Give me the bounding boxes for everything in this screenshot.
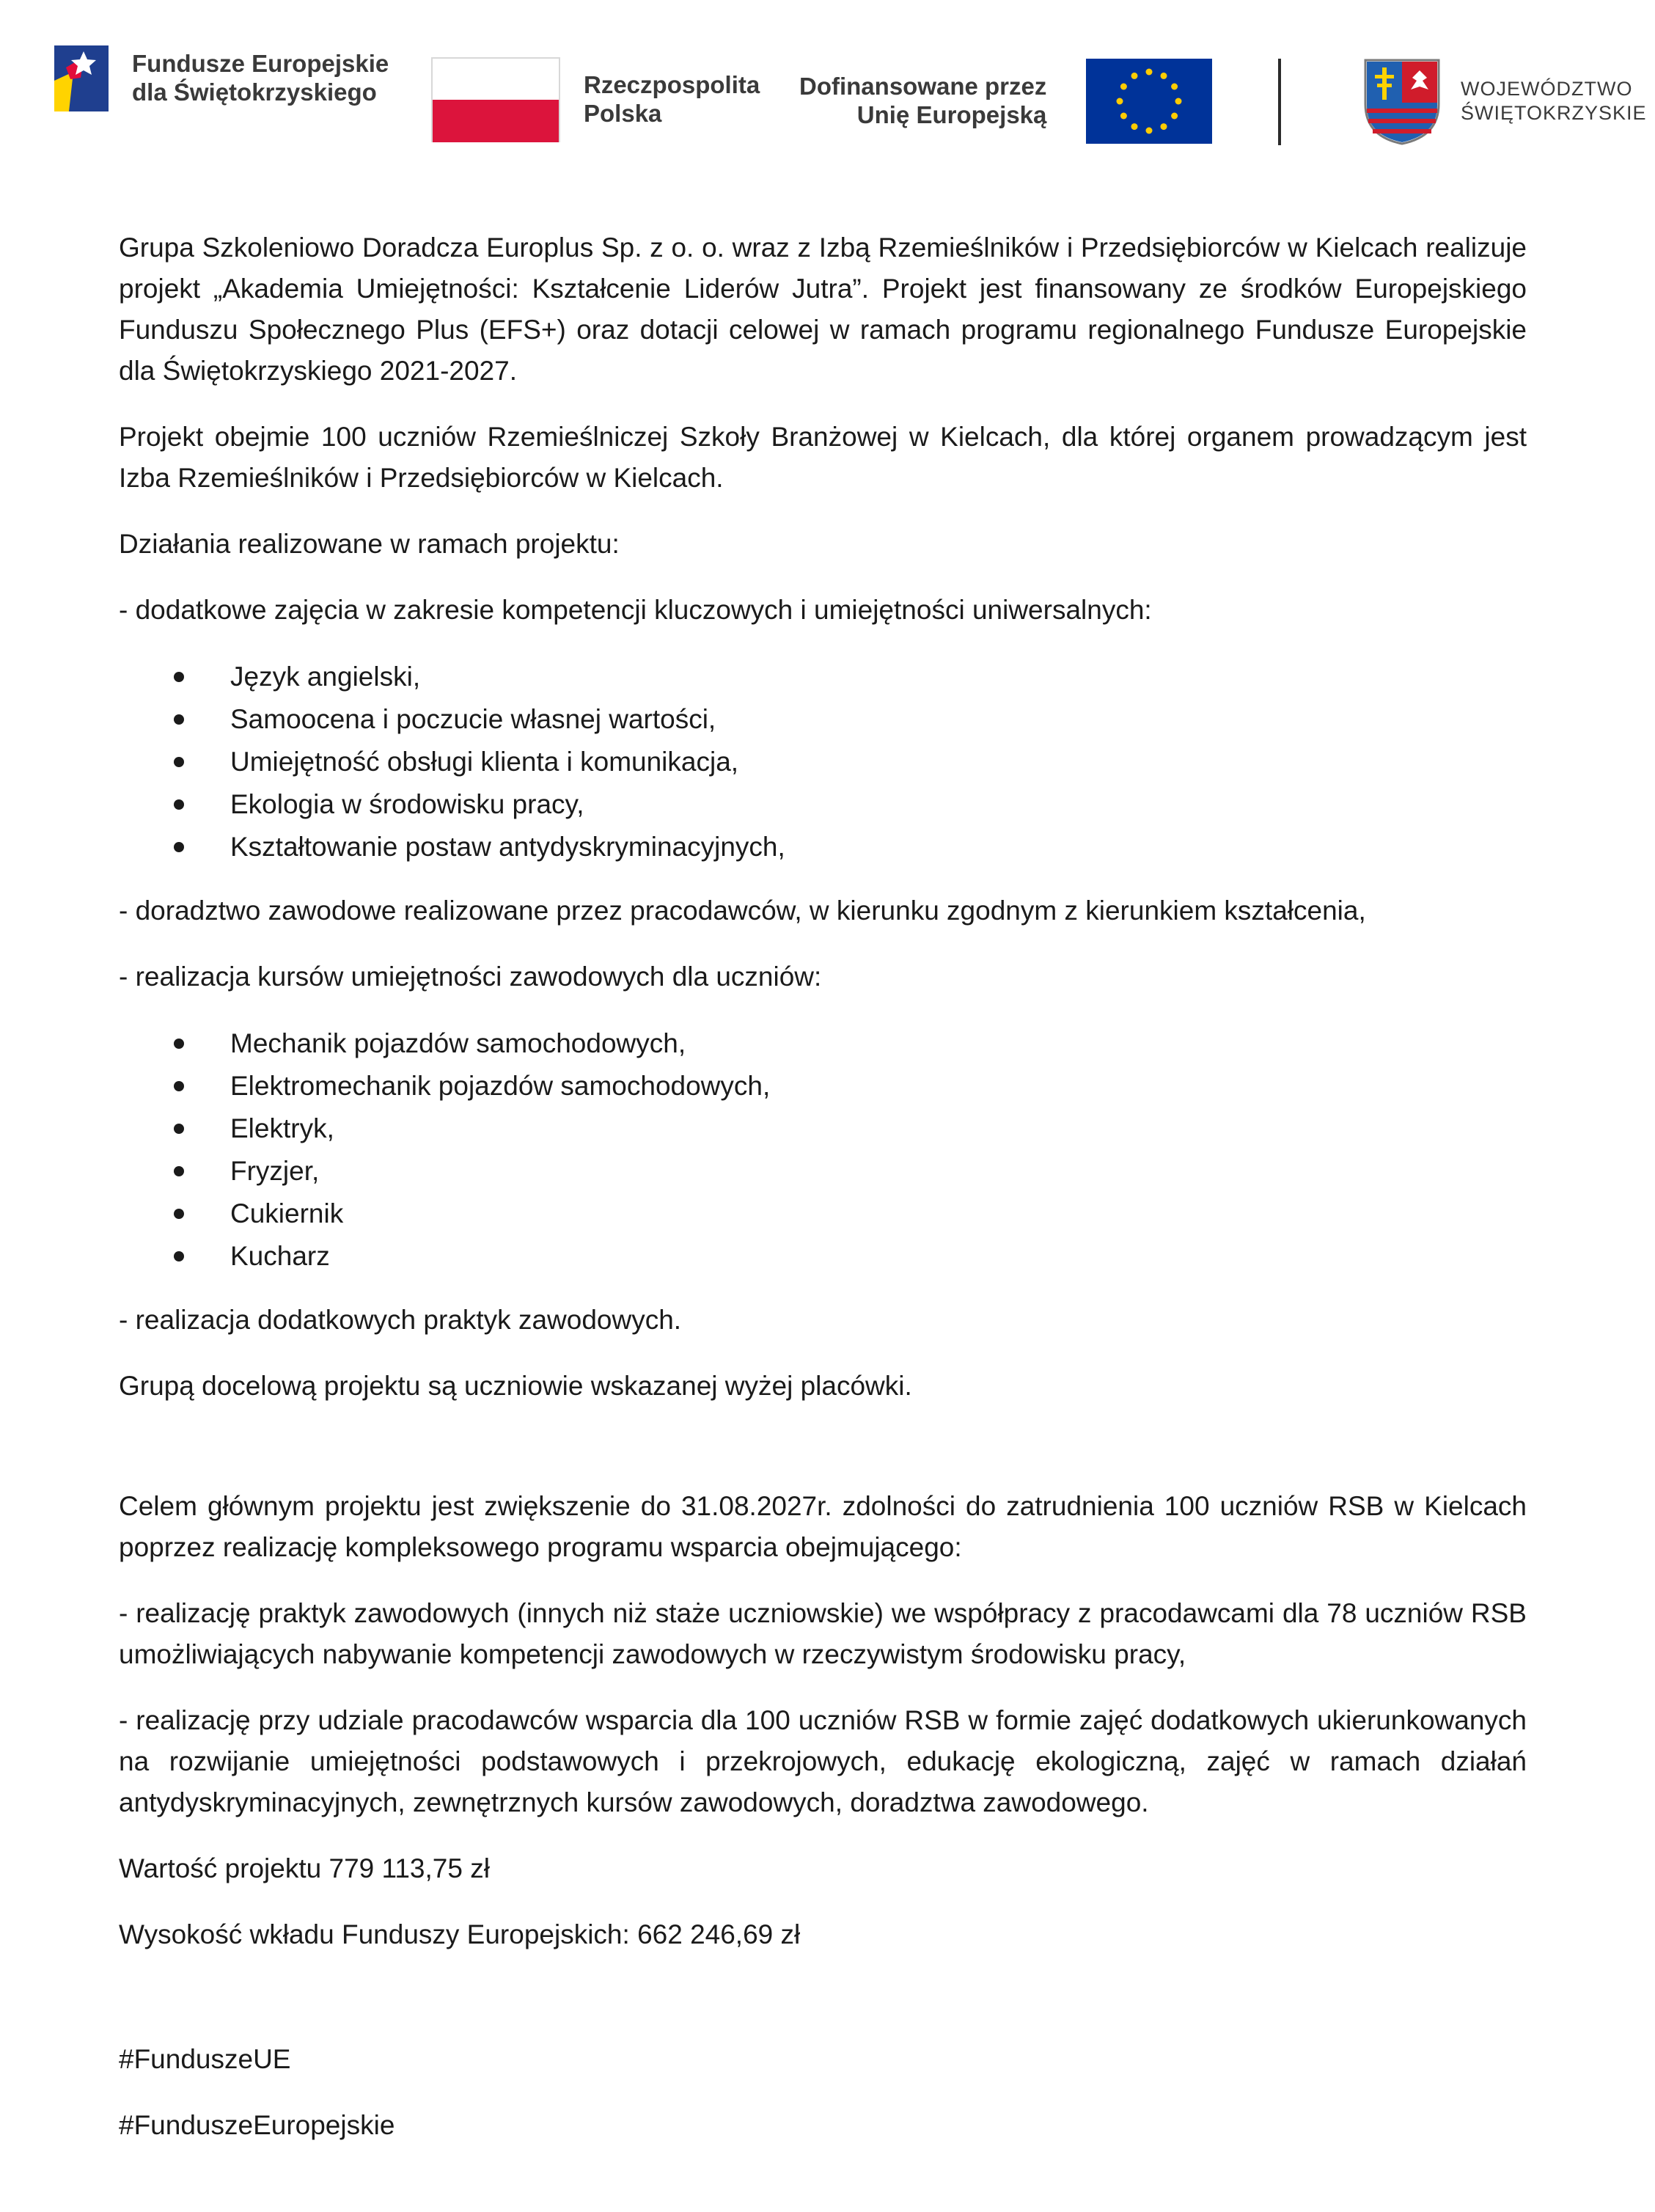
spacer [119,1980,1527,2039]
list-item: Kształtowanie postaw antydyskryminacyjnych, [119,826,1527,868]
fe-logo-line2: dla Świętokrzyskiego [132,78,377,106]
list-item: Kucharz [119,1235,1527,1278]
wsk-logo-line2: ŚWIĘTOKRZYSKIE [1461,102,1647,124]
courses-heading: - realizacja kursów umiejętności zawodowych dla uczniów: [119,962,822,992]
document-body [119,227,1527,2171]
hashtag: #FunduszeUE [119,2044,291,2074]
list-item: Fryzjer, [119,1150,1527,1193]
extra-classes-list [119,656,1527,868]
eu-contribution: Wysokość wkładu Funduszy Europejskich: 662 246,69 zł [119,1919,801,1949]
courses-list [119,1022,1527,1278]
polish-flag [431,57,560,142]
coat-of-arms-icon [1362,57,1442,145]
list-item: Język angielski, [119,656,1527,698]
project-value: Wartość projektu 779 113,75 zł [119,1853,490,1883]
wsk-logo-line1: WOJEWÓDZTWO [1461,78,1633,100]
rp-logo-line2: Polska [584,100,662,127]
advisory-paragraph: - doradztwo zawodowe realizowane przez pracodawców, w kierunku zgodnym z kierunkiem kształcenia, [119,896,1366,926]
intro-paragraph: Grupa Szkoleniowo Doradcza Europlus Sp. z o. o. wraz z Izbą Rzemieślników i Przedsiębiorców w Kielcach realizuje projekt „Akademia Umiejętności: Kształcenie Liderów Jutra”. Projekt jest finansowany ze środków Europejskiego Funduszu Społecznego Plus (EFS+) oraz dotacji celowej w ramach programu regionalnego Fundusze Europejskie dla Świętokrzyskiego 2021-2027. [119,232,1527,386]
fe-logo-line1: Fundusze Europejskie [132,50,389,78]
list-item: Elektryk, [119,1107,1527,1150]
rp-logo-line1: Rzeczpospolita [584,71,760,99]
scope-paragraph: Projekt obejmie 100 uczniów Rzemieślniczej Szkoły Branżowej w Kielcach, dla której organem prowadzącym jest Izba Rzemieślników i Przedsiębiorców w Kielcach. [119,422,1527,493]
ue-logo [799,59,1212,144]
list-item: Ekologia w środowisku pracy, [119,783,1527,826]
internships-paragraph: - realizacja dodatkowych praktyk zawodowych. [119,1305,682,1335]
main-goal-paragraph: Celem głównym projektu jest zwiększenie do 31.08.2027r. zdolności do zatrudnienia 100 uczniów RSB w Kielcach poprzez realizację kompleksowego programu wsparcia obejmującego: [119,1491,1527,1562]
spacer [119,1432,1527,1486]
list-item: Mechanik pojazdów samochodowych, [119,1022,1527,1065]
ue-logo-line2: Unię Europejską [856,101,1047,128]
list-item: Samoocena i poczucie własnej wartości, [119,698,1527,741]
list-item: Elektromechanik pojazdów samochodowych, [119,1065,1527,1107]
extra-classes-heading: - dodatkowe zajęcia w zakresie kompetencji kluczowych i umiejętności uniwersalnych: [119,595,1152,625]
list-item: Cukiernik [119,1193,1527,1235]
eu-flag-icon [1086,59,1212,144]
ue-logo-line1: Dofinansowane przez [799,73,1047,100]
fe-emblem-icon [51,43,111,114]
fe-logo [51,43,389,114]
target-group-paragraph: Grupą docelową projektu są uczniowie wskazanej wyżej placówki. [119,1371,912,1401]
goal-item-1: - realizację praktyk zawodowych (innych niż staże uczniowskie) we współpracy z pracodawcami dla 78 uczniów RSB umożliwiających nabywanie kompetencji zawodowych w rzeczywistym środowisku pracy, [119,1598,1527,1669]
list-item: Umiejętność obsługi klienta i komunikacja, [119,741,1527,783]
goal-item-2: - realizację przy udziale pracodawców wsparcia dla 100 uczniów RSB w formie zajęć dodatkowych ukierunkowanych na rozwijanie umiejętności podstawowych i przekrojowych, edukację ekologiczną, zajęć w ramach działań antydyskryminacyjnych, zewnętrznych kursów zawodowych, doradztwa zawodowego. [119,1705,1527,1817]
logo-bar [0,0,1655,161]
wsk-logo [1362,57,1647,145]
logo-separator [1278,59,1281,145]
rp-logo [431,57,760,142]
hashtag: #FunduszeEuropejskie [119,2110,395,2140]
actions-heading: Działania realizowane w ramach projektu: [119,529,620,559]
